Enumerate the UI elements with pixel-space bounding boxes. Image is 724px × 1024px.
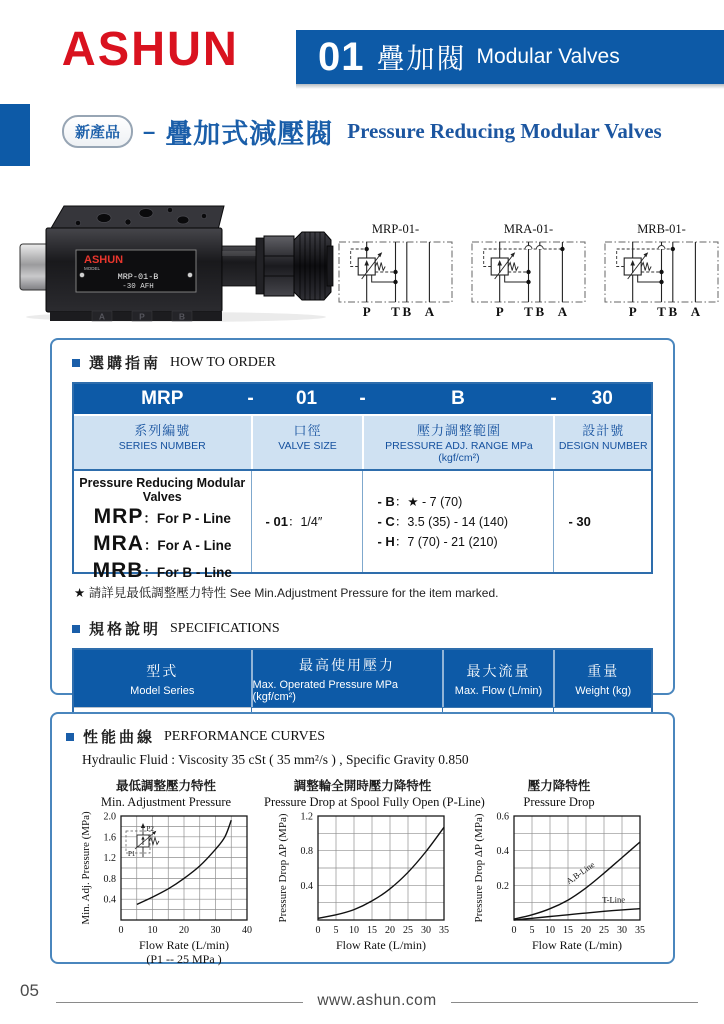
chapter-title-zh: 疊加閥 <box>376 43 467 74</box>
how-to-order-heading <box>72 352 653 373</box>
chapter-bar-shadow <box>296 84 724 89</box>
svg-text:25: 25 <box>402 925 413 936</box>
chart-canvas <box>470 810 648 964</box>
page-footer <box>0 980 724 1009</box>
order-code-table <box>72 382 653 582</box>
performance-panel <box>50 712 675 964</box>
svg-text:P2: P2 <box>146 825 154 833</box>
specifications-zh: 規格說明 <box>89 621 162 638</box>
chart-canvas <box>77 810 255 976</box>
svg-text:5: 5 <box>333 925 338 936</box>
svg-text:T: T <box>657 304 666 319</box>
subtitle-zh: 疊加式減壓閥 <box>165 119 334 149</box>
col-range-zh: 壓力調整範圍 <box>416 423 501 438</box>
page-edge-marker <box>0 104 30 166</box>
range-option: - B：★ - 7 (70) <box>377 493 463 509</box>
svg-text:0.4: 0.4 <box>103 894 116 906</box>
svg-text:5: 5 <box>529 925 535 936</box>
nameplate-caption: MODEL <box>84 266 101 271</box>
footer-rule <box>451 1002 698 1003</box>
svg-text:10: 10 <box>545 925 555 936</box>
svg-text:30: 30 <box>617 925 627 936</box>
nameplate-model2: -30 AFH <box>122 283 154 291</box>
svg-text:Pressure Drop ΔP (MPa): Pressure Drop ΔP (MPa) <box>473 813 485 923</box>
section-bullet <box>66 733 74 741</box>
how-to-order-zh: 選購指南 <box>89 355 162 372</box>
svg-text:30: 30 <box>210 925 221 936</box>
svg-text:P: P <box>628 304 637 319</box>
svg-text:(P1 -- 25 MPa ): (P1 -- 25 MPa ) <box>146 952 222 966</box>
code-design: 30 <box>591 388 613 409</box>
svg-text:0.2: 0.2 <box>496 880 509 892</box>
footer-rule <box>56 1002 303 1003</box>
svg-text:Min. Adj. Pressure (MPa): Min. Adj. Pressure (MPa) <box>80 811 92 925</box>
svg-text:B: B <box>402 304 412 319</box>
port-letter: B <box>178 311 186 322</box>
chapter-number: 01 <box>318 34 365 79</box>
star-note-en: See Min.Adjustment Pressure for the item marked. <box>229 586 499 600</box>
spec-col-model: 型式 Model Series <box>74 650 251 707</box>
svg-text:20: 20 <box>384 925 395 936</box>
performance-chart-3 <box>461 776 657 981</box>
nameplate-brand: ASHUN <box>84 254 124 266</box>
svg-text:0: 0 <box>315 925 320 936</box>
svg-text:2.0: 2.0 <box>103 811 116 823</box>
col-series-en: SERIES NUMBER <box>118 440 206 452</box>
website-url: www.ashun.com <box>317 992 437 1009</box>
new-product-badge: 新產品 <box>62 115 133 148</box>
svg-text:10: 10 <box>147 925 158 936</box>
page-subtitle <box>62 112 662 151</box>
svg-text:P: P <box>495 304 504 319</box>
valve-hex-nut <box>264 236 294 296</box>
performance-chart-1 <box>68 776 264 981</box>
svg-text:0.6: 0.6 <box>496 811 509 823</box>
svg-text:15: 15 <box>563 925 573 936</box>
svg-text:0.4: 0.4 <box>300 880 313 892</box>
col-design-en: DESIGN NUMBER <box>558 440 648 452</box>
svg-text:40: 40 <box>242 925 252 936</box>
code-separator: - <box>359 388 366 409</box>
col-range-en: PRESSURE ADJ. RANGE MPa (kgf/cm²) <box>385 440 533 464</box>
performance-en: PERFORMANCE CURVES <box>164 728 326 744</box>
svg-text:0: 0 <box>511 925 517 936</box>
order-column-headers <box>74 414 651 469</box>
svg-text:Pressure Drop ΔP (MPa): Pressure Drop ΔP (MPa) <box>276 813 289 923</box>
spec-col-weight: 重量 Weight (kg) <box>553 650 651 707</box>
svg-text:20: 20 <box>581 925 591 936</box>
svg-text:1.6: 1.6 <box>103 832 116 844</box>
how-to-order-en: HOW TO ORDER <box>170 354 276 370</box>
chart-title-en: Pressure Drop at Spool Fully Open (P-Line) <box>264 795 485 809</box>
svg-text:Flow Rate (L/min): Flow Rate (L/min) <box>335 938 426 952</box>
spec-col-pressure: 最高使用壓力 Max. Operated Pressure MPa (kgf/cm²) <box>251 650 442 707</box>
svg-text:Flow Rate (L/min): Flow Rate (L/min) <box>139 938 229 952</box>
col-design-zh: 設計號 <box>582 423 625 438</box>
svg-text:A: A <box>424 304 435 319</box>
series-heading: Pressure Reducing Modular Valves <box>79 476 246 504</box>
svg-text:0.8: 0.8 <box>103 873 116 885</box>
hydraulic-symbol-mrb-01 <box>599 222 724 327</box>
code-size: 01 <box>295 388 318 409</box>
hydraulic-symbol-mrp-01 <box>333 222 458 327</box>
svg-text:0.8: 0.8 <box>300 846 313 858</box>
ashun-logo: ASHUN <box>61 23 239 76</box>
code-series: MRP <box>141 388 184 409</box>
specifications-heading <box>72 618 653 639</box>
svg-text:T: T <box>391 304 400 319</box>
pressure-range-options <box>362 471 553 572</box>
code-separator: - <box>247 388 254 409</box>
svg-text:A: A <box>690 304 701 319</box>
star-note-zh: 請詳見最低調整壓力特性 <box>88 586 227 600</box>
nameplate-model: MRP-01-B <box>117 272 159 282</box>
hydraulic-symbols <box>333 222 724 327</box>
svg-text:20: 20 <box>179 925 189 936</box>
performance-zh: 性能曲線 <box>83 729 156 746</box>
svg-text:1.2: 1.2 <box>300 811 313 823</box>
series-options <box>74 471 251 582</box>
star-icon: ★ <box>74 586 86 600</box>
svg-text:0.4: 0.4 <box>496 846 509 858</box>
spec-col-flow: 最大流量 Max. Flow (L/min) <box>442 650 554 707</box>
section-bullet <box>72 359 80 367</box>
chart-title-en: Min. Adjustment Pressure <box>100 795 232 809</box>
svg-text:35: 35 <box>438 925 449 936</box>
series-option: MRA：For A - Line <box>93 532 232 555</box>
port-letter: P <box>139 311 145 322</box>
chapter-bar <box>296 30 724 84</box>
code-separator: - <box>550 388 557 409</box>
svg-text:T: T <box>524 304 533 319</box>
design-number-option: - 30 <box>553 471 651 572</box>
product-photo <box>18 190 336 329</box>
svg-text:MRP-01-: MRP-01- <box>371 222 420 236</box>
subtitle-dash: – <box>143 118 156 144</box>
order-options-row <box>74 469 651 582</box>
svg-text:B: B <box>668 304 678 319</box>
chapter-title-en: Modular Valves <box>476 45 620 68</box>
specifications-en: SPECIFICATIONS <box>170 620 280 636</box>
svg-text:P1: P1 <box>128 850 136 858</box>
svg-text:1.2: 1.2 <box>103 853 116 865</box>
svg-text:P: P <box>362 304 371 319</box>
col-series-zh: 系列編號 <box>134 423 191 438</box>
code-range: B <box>451 388 465 409</box>
series-option: MRP：For P - Line <box>93 505 231 528</box>
chart-title-zh: 最低調整壓力特性 <box>115 779 216 793</box>
svg-text:T-Line: T-Line <box>602 894 626 905</box>
svg-text:MRA-01-: MRA-01- <box>503 222 554 236</box>
chart-title-zh: 調整輪全開時壓力降特性 <box>293 779 432 793</box>
star-note <box>74 583 653 601</box>
performance-chart-2 <box>264 776 485 981</box>
col-size-zh: 口徑 <box>293 423 322 438</box>
performance-heading <box>66 726 659 747</box>
ordering-panel <box>50 338 675 703</box>
valve-top-face <box>50 206 224 230</box>
subtitle-en: Pressure Reducing Modular Valves <box>347 119 662 143</box>
svg-text:A: A <box>557 304 568 319</box>
range-option: - H：7 (70) - 21 (210) <box>377 533 498 549</box>
svg-text:0: 0 <box>118 925 124 936</box>
performance-charts <box>66 776 659 981</box>
series-option: MRB：For B - Line <box>92 559 232 582</box>
col-size-en: VALVE SIZE <box>278 440 337 452</box>
svg-text:Flow Rate (L/min): Flow Rate (L/min) <box>532 938 622 952</box>
port-letter: A <box>98 311 106 322</box>
svg-text:B: B <box>535 304 545 319</box>
svg-text:MRB-01-: MRB-01- <box>637 222 686 236</box>
page-number: 05 <box>20 981 39 1000</box>
hydraulic-symbol-mra-01 <box>466 222 591 327</box>
svg-text:30: 30 <box>420 925 431 936</box>
chart-canvas <box>274 810 452 964</box>
chart-title-zh: 壓力降特性 <box>527 779 591 793</box>
svg-text:15: 15 <box>366 925 377 936</box>
svg-text:35: 35 <box>635 925 645 936</box>
fluid-note: Hydraulic Fluid : Viscosity 35 cSt ( 35 mm²/s ) , Specific Gravity 0.850 <box>82 752 469 767</box>
svg-text:A,B-Line: A,B-Line <box>564 859 597 887</box>
valve-size-option: - 01：1/4″ <box>251 471 363 572</box>
range-option: - C：3.5 (35) - 14 (140) <box>377 513 509 529</box>
section-bullet <box>72 625 80 633</box>
svg-text:10: 10 <box>348 925 359 936</box>
svg-text:25: 25 <box>599 925 609 936</box>
chart-title-en: Pressure Drop <box>523 795 595 809</box>
order-code-row <box>74 384 651 414</box>
